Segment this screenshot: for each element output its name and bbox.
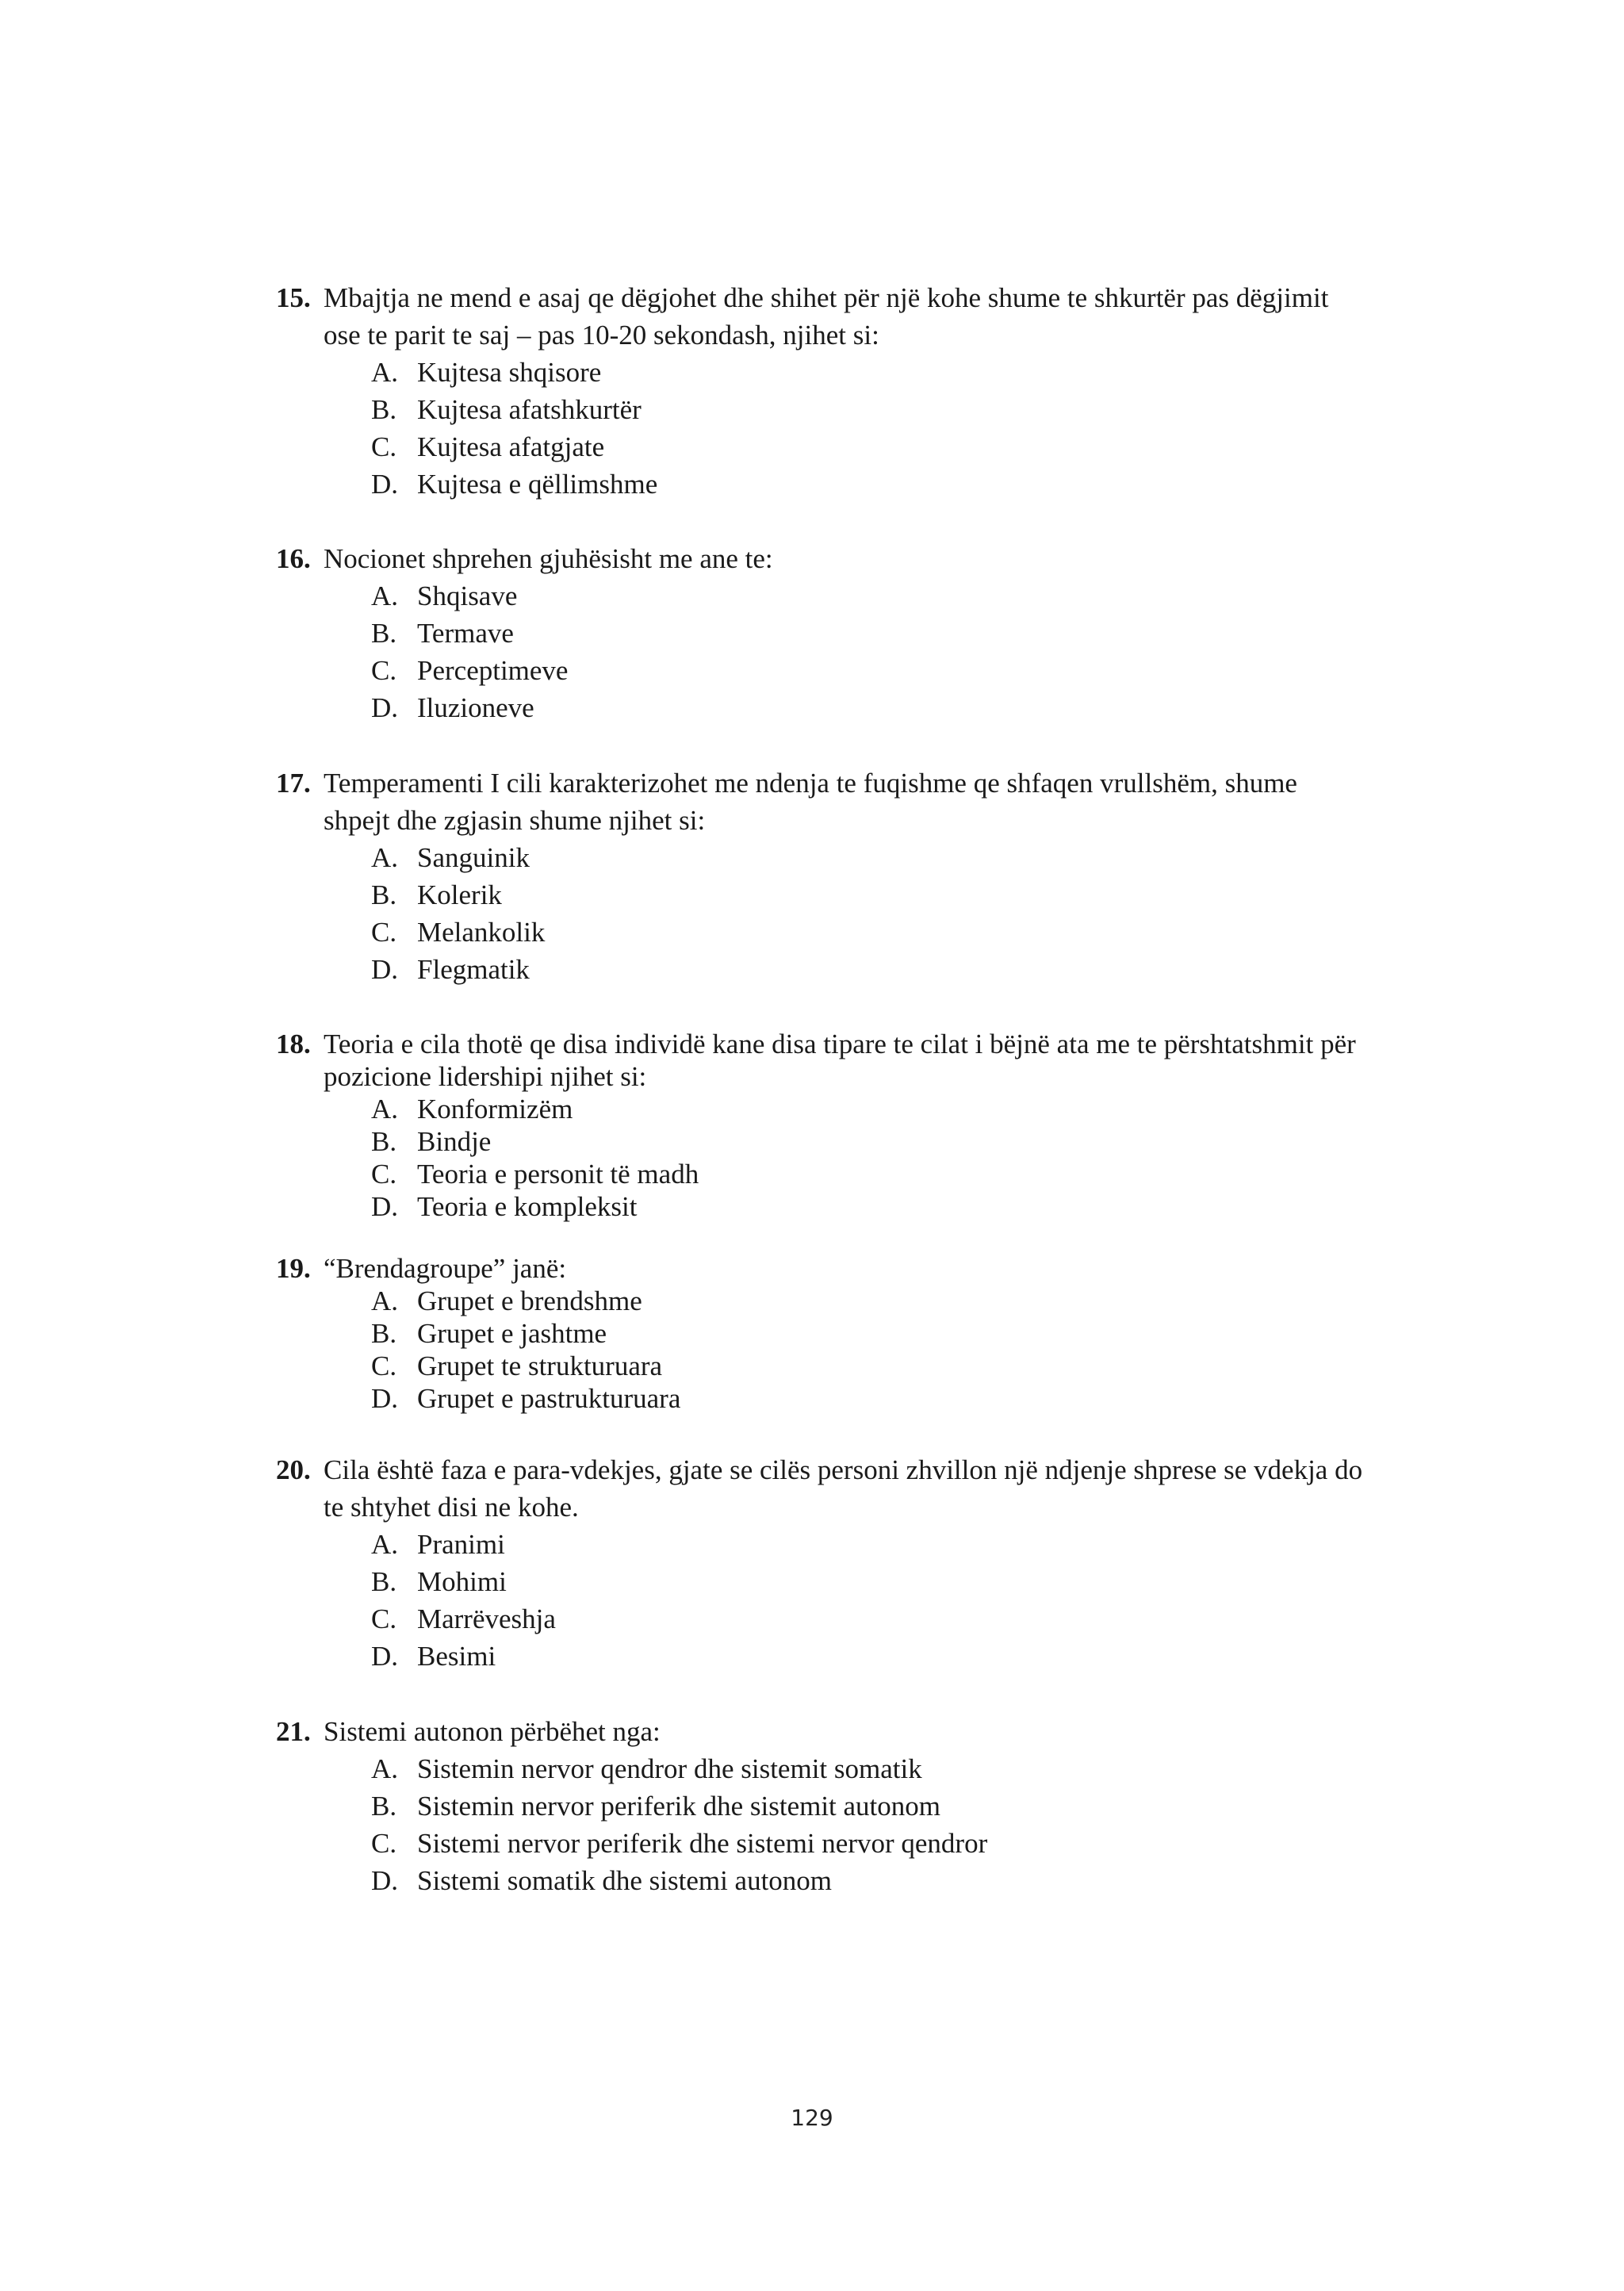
option-a (371, 1753, 922, 1785)
option-text: Kujtesa e qëllimshme (417, 469, 658, 500)
option-letter: D. (371, 1191, 399, 1222)
option-text: Teoria e kompleksit (417, 1191, 638, 1222)
option-text: Pranimi (417, 1529, 505, 1560)
option-a (371, 1529, 505, 1561)
option-b (371, 1318, 607, 1350)
option-c (371, 655, 568, 687)
option-letter: C. (371, 1159, 397, 1190)
option-letter: A. (371, 842, 399, 873)
option-letter: A. (371, 1529, 399, 1560)
question-number: 20. (276, 1454, 311, 1485)
option-letter: A. (371, 580, 399, 611)
option-text: Grupet te strukturuara (417, 1350, 663, 1381)
question-line: Mbajtja ne mend e asaj qe dëgjohet dhe shihet për një kohe shume te shkurtër pas dëgjimit (324, 282, 1329, 313)
option-text: Sanguinik (417, 842, 530, 873)
option-text: Kujtesa afatgjate (417, 431, 605, 462)
option-letter: D. (371, 954, 399, 985)
option-letter: B. (371, 879, 397, 910)
option-text: Grupet e brendshme (417, 1285, 642, 1316)
option-text: Grupet e jashtme (417, 1318, 607, 1349)
question-line: Cila është faza e para-vdekjes, gjate se cilës personi zhvillon një ndjenje shprese se vdekja do (324, 1454, 1363, 1485)
question-line: Teoria e cila thotë qe disa individë kane disa tipare te cilat i bëjnë ata me te përshtatshmit për (324, 1029, 1356, 1059)
option-letter: B. (371, 1318, 397, 1349)
option-d (371, 1641, 496, 1672)
question-line: Nocionet shprehen gjuhësisht me ane te: (324, 543, 773, 574)
option-text: Termave (417, 618, 514, 649)
option-text: Perceptimeve (417, 655, 569, 686)
option-text: Bindje (417, 1126, 492, 1157)
option-a (371, 357, 601, 389)
option-letter: D. (371, 1641, 399, 1672)
option-letter: B. (371, 1566, 397, 1597)
option-c (371, 1603, 556, 1635)
option-letter: B. (371, 1791, 397, 1822)
option-text: Marrëveshja (417, 1603, 556, 1634)
option-letter: D. (371, 1383, 399, 1414)
question-number: 21. (276, 1716, 311, 1747)
option-letter: C. (371, 655, 397, 686)
option-text: Melankolik (417, 917, 546, 948)
option-text: Teoria e personit të madh (417, 1159, 699, 1190)
option-letter: D. (371, 1865, 399, 1896)
option-letter: B. (371, 1126, 397, 1157)
question-number: 15. (276, 282, 311, 313)
option-letter: A. (371, 1094, 399, 1124)
option-letter: A. (371, 1753, 399, 1784)
option-b (371, 1126, 491, 1158)
question-line: pozicione lidershipi njihet si: (324, 1061, 647, 1092)
option-text: Kujtesa shqisore (417, 357, 602, 388)
option-letter: C. (371, 1603, 397, 1634)
option-a (371, 1094, 573, 1125)
option-d (371, 954, 530, 986)
option-d (371, 1383, 680, 1415)
question-line: “Brendagroupe” janë: (324, 1253, 567, 1284)
option-c (371, 917, 545, 948)
question-number: 16. (276, 543, 311, 574)
option-letter: C. (371, 1350, 397, 1381)
option-d (371, 1865, 832, 1897)
option-text: Konformizëm (417, 1094, 573, 1124)
option-b (371, 879, 502, 911)
option-text: Mohimi (417, 1566, 507, 1597)
page-number: 129 (791, 2105, 833, 2131)
option-text: Besimi (417, 1641, 496, 1672)
option-c (371, 1350, 662, 1382)
option-c (371, 1159, 699, 1190)
option-letter: B. (371, 394, 397, 425)
option-text: Shqisave (417, 580, 518, 611)
question-number: 18. (276, 1029, 311, 1059)
option-b (371, 394, 642, 426)
option-letter: C. (371, 431, 397, 462)
question-number: 19. (276, 1253, 311, 1284)
question-line: ose te parit te saj – pas 10-20 sekondash, njihet si: (324, 320, 879, 351)
question-line: Sistemi autonon përbëhet nga: (324, 1716, 661, 1747)
option-a (371, 842, 530, 874)
option-d (371, 692, 534, 724)
option-text: Grupet e pastrukturuara (417, 1383, 681, 1414)
question-line: te shtyhet disi ne kohe. (324, 1492, 579, 1523)
option-letter: A. (371, 1285, 399, 1316)
option-c (371, 431, 604, 463)
option-text: Sistemi somatik dhe sistemi autonom (417, 1865, 833, 1896)
option-d (371, 469, 657, 500)
option-letter: B. (371, 618, 397, 649)
option-text: Kolerik (417, 879, 502, 910)
option-a (371, 1285, 642, 1317)
option-letter: C. (371, 917, 397, 948)
question-line: shpejt dhe zgjasin shume njihet si: (324, 805, 706, 836)
option-b (371, 618, 514, 649)
option-letter: C. (371, 1828, 397, 1859)
option-letter: D. (371, 469, 399, 500)
option-text: Sistemin nervor qendror dhe sistemit somatik (417, 1753, 922, 1784)
option-text: Sistemi nervor periferik dhe sistemi nervor qendror (417, 1828, 988, 1859)
option-b (371, 1791, 940, 1822)
option-text: Sistemin nervor periferik dhe sistemit autonom (417, 1791, 941, 1822)
option-text: Flegmatik (417, 954, 530, 985)
option-a (371, 580, 517, 612)
option-text: Iluzioneve (417, 692, 534, 723)
question-line: Temperamenti I cili karakterizohet me ndenja te fuqishme qe shfaqen vrullshëm, shume (324, 768, 1297, 799)
option-letter: A. (371, 357, 399, 388)
option-b (371, 1566, 507, 1598)
option-text: Kujtesa afatshkurtër (417, 394, 642, 425)
question-number: 17. (276, 768, 311, 799)
option-c (371, 1828, 987, 1860)
option-letter: D. (371, 692, 399, 723)
option-d (371, 1191, 637, 1223)
